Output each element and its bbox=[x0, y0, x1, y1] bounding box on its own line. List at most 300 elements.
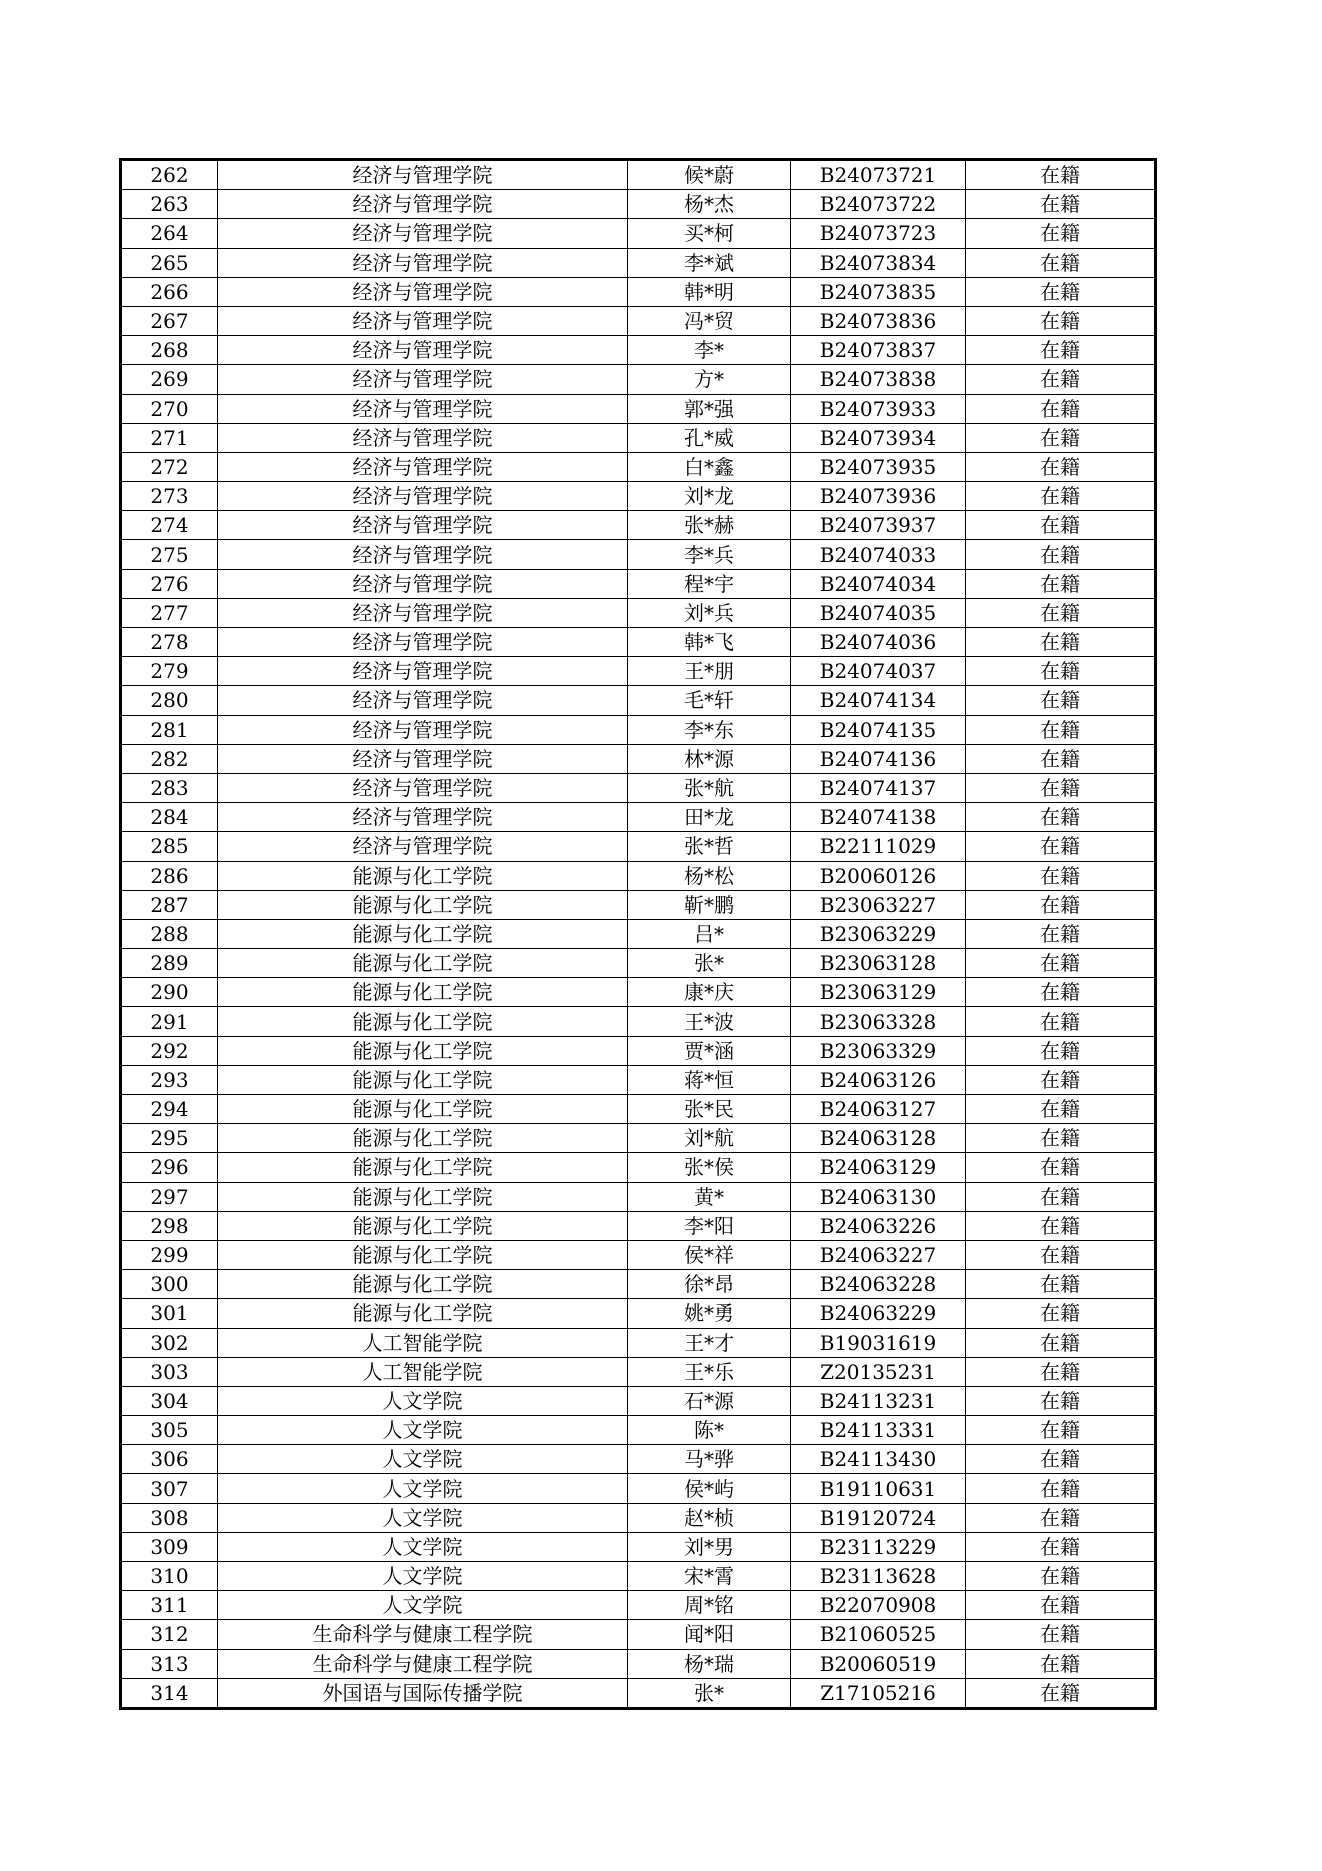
student-name-cell: 王*波 bbox=[628, 1007, 791, 1036]
student-id-cell: B24073835 bbox=[791, 277, 966, 306]
enrollment-status-cell: 在籍 bbox=[966, 1270, 1156, 1299]
college-cell: 经济与管理学院 bbox=[218, 452, 628, 481]
student-id-cell: B24074033 bbox=[791, 540, 966, 569]
student-id-cell: Z20135231 bbox=[791, 1357, 966, 1386]
enrollment-status-cell: 在籍 bbox=[966, 1445, 1156, 1474]
student-name-cell: 靳*鹏 bbox=[628, 890, 791, 919]
student-id-cell: B24073935 bbox=[791, 452, 966, 481]
student-name-cell: 方* bbox=[628, 365, 791, 394]
row-number-cell: 265 bbox=[121, 248, 218, 277]
student-name-cell: 韩*飞 bbox=[628, 628, 791, 657]
student-name-cell: 黄* bbox=[628, 1182, 791, 1211]
table-row bbox=[121, 1620, 1156, 1649]
student-name-cell: 康*庆 bbox=[628, 978, 791, 1007]
college-cell: 经济与管理学院 bbox=[218, 394, 628, 423]
enrollment-status-cell: 在籍 bbox=[966, 1065, 1156, 1094]
table-row bbox=[121, 919, 1156, 948]
college-cell: 能源与化工学院 bbox=[218, 1299, 628, 1328]
student-name-cell: 田*龙 bbox=[628, 803, 791, 832]
enrollment-status-cell: 在籍 bbox=[966, 1240, 1156, 1269]
college-cell: 经济与管理学院 bbox=[218, 715, 628, 744]
student-name-cell: 郭*强 bbox=[628, 394, 791, 423]
college-cell: 经济与管理学院 bbox=[218, 832, 628, 861]
college-cell: 能源与化工学院 bbox=[218, 1124, 628, 1153]
enrollment-status-cell: 在籍 bbox=[966, 306, 1156, 335]
row-number-cell: 272 bbox=[121, 452, 218, 481]
row-number-cell: 288 bbox=[121, 919, 218, 948]
table-row bbox=[121, 1532, 1156, 1561]
row-number-cell: 269 bbox=[121, 365, 218, 394]
table-row bbox=[121, 511, 1156, 540]
college-cell: 能源与化工学院 bbox=[218, 978, 628, 1007]
student-id-cell: B24074138 bbox=[791, 803, 966, 832]
enrollment-status-cell: 在籍 bbox=[966, 1678, 1156, 1708]
student-name-cell: 贾*涵 bbox=[628, 1036, 791, 1065]
table-row bbox=[121, 744, 1156, 773]
table-row bbox=[121, 365, 1156, 394]
college-cell: 经济与管理学院 bbox=[218, 190, 628, 219]
row-number-cell: 286 bbox=[121, 861, 218, 890]
row-number-cell: 284 bbox=[121, 803, 218, 832]
row-number-cell: 270 bbox=[121, 394, 218, 423]
college-cell: 经济与管理学院 bbox=[218, 598, 628, 627]
student-name-cell: 李*斌 bbox=[628, 248, 791, 277]
student-id-cell: B23063329 bbox=[791, 1036, 966, 1065]
row-number-cell: 293 bbox=[121, 1065, 218, 1094]
enrollment-status-cell: 在籍 bbox=[966, 482, 1156, 511]
enrollment-status-cell: 在籍 bbox=[966, 452, 1156, 481]
student-name-cell: 李*阳 bbox=[628, 1211, 791, 1240]
table-row bbox=[121, 219, 1156, 248]
student-name-cell: 王*乐 bbox=[628, 1357, 791, 1386]
row-number-cell: 268 bbox=[121, 336, 218, 365]
student-name-cell: 石*源 bbox=[628, 1386, 791, 1415]
enrollment-status-cell: 在籍 bbox=[966, 1007, 1156, 1036]
enrollment-status-cell: 在籍 bbox=[966, 511, 1156, 540]
student-name-cell: 宋*霄 bbox=[628, 1562, 791, 1591]
table-row bbox=[121, 978, 1156, 1007]
table-row bbox=[121, 1182, 1156, 1211]
student-name-cell: 张*赫 bbox=[628, 511, 791, 540]
student-id-cell: B24063126 bbox=[791, 1065, 966, 1094]
table-row bbox=[121, 277, 1156, 306]
college-cell: 人工智能学院 bbox=[218, 1328, 628, 1357]
row-number-cell: 294 bbox=[121, 1095, 218, 1124]
college-cell: 能源与化工学院 bbox=[218, 1036, 628, 1065]
enrollment-status-cell: 在籍 bbox=[966, 540, 1156, 569]
table-row bbox=[121, 1036, 1156, 1065]
table-row bbox=[121, 1503, 1156, 1532]
college-cell: 经济与管理学院 bbox=[218, 277, 628, 306]
college-cell: 经济与管理学院 bbox=[218, 511, 628, 540]
row-number-cell: 279 bbox=[121, 657, 218, 686]
student-id-cell: B24073933 bbox=[791, 394, 966, 423]
row-number-cell: 264 bbox=[121, 219, 218, 248]
row-number-cell: 309 bbox=[121, 1532, 218, 1561]
row-number-cell: 267 bbox=[121, 306, 218, 335]
row-number-cell: 278 bbox=[121, 628, 218, 657]
enrollment-status-cell: 在籍 bbox=[966, 1299, 1156, 1328]
enrollment-status-cell: 在籍 bbox=[966, 1474, 1156, 1503]
enrollment-status-cell: 在籍 bbox=[966, 715, 1156, 744]
enrollment-status-cell: 在籍 bbox=[966, 1591, 1156, 1620]
row-number-cell: 275 bbox=[121, 540, 218, 569]
enrollment-status-cell: 在籍 bbox=[966, 949, 1156, 978]
enrollment-status-cell: 在籍 bbox=[966, 1036, 1156, 1065]
table-row bbox=[121, 1445, 1156, 1474]
student-id-cell: B24063227 bbox=[791, 1240, 966, 1269]
student-id-cell: B22070908 bbox=[791, 1591, 966, 1620]
student-name-cell: 周*铭 bbox=[628, 1591, 791, 1620]
enrollment-status-cell: 在籍 bbox=[966, 1182, 1156, 1211]
table-row bbox=[121, 1591, 1156, 1620]
enrollment-status-cell: 在籍 bbox=[966, 1620, 1156, 1649]
table-row bbox=[121, 1240, 1156, 1269]
row-number-cell: 305 bbox=[121, 1416, 218, 1445]
enrollment-status-cell: 在籍 bbox=[966, 1562, 1156, 1591]
table-row bbox=[121, 861, 1156, 890]
table-row bbox=[121, 803, 1156, 832]
row-number-cell: 291 bbox=[121, 1007, 218, 1036]
row-number-cell: 277 bbox=[121, 598, 218, 627]
table-row bbox=[121, 394, 1156, 423]
student-id-cell: B24074137 bbox=[791, 773, 966, 802]
college-cell: 能源与化工学院 bbox=[218, 1065, 628, 1094]
college-cell: 经济与管理学院 bbox=[218, 336, 628, 365]
college-cell: 能源与化工学院 bbox=[218, 1153, 628, 1182]
student-name-cell: 张*侯 bbox=[628, 1153, 791, 1182]
student-id-cell: B23113229 bbox=[791, 1532, 966, 1561]
student-name-cell: 王*才 bbox=[628, 1328, 791, 1357]
college-cell: 人文学院 bbox=[218, 1532, 628, 1561]
table-row bbox=[121, 1153, 1156, 1182]
student-name-cell: 闻*阳 bbox=[628, 1620, 791, 1649]
table-row bbox=[121, 686, 1156, 715]
row-number-cell: 295 bbox=[121, 1124, 218, 1153]
student-id-cell: B19031619 bbox=[791, 1328, 966, 1357]
student-name-cell: 白*鑫 bbox=[628, 452, 791, 481]
row-number-cell: 307 bbox=[121, 1474, 218, 1503]
college-cell: 能源与化工学院 bbox=[218, 1211, 628, 1240]
college-cell: 经济与管理学院 bbox=[218, 628, 628, 657]
enrollment-status-cell: 在籍 bbox=[966, 365, 1156, 394]
student-name-cell: 徐*昂 bbox=[628, 1270, 791, 1299]
enrollment-status-cell: 在籍 bbox=[966, 832, 1156, 861]
student-name-cell: 韩*明 bbox=[628, 277, 791, 306]
table-body bbox=[121, 160, 1156, 1709]
table-row bbox=[121, 1416, 1156, 1445]
student-name-cell: 毛*轩 bbox=[628, 686, 791, 715]
enrollment-status-cell: 在籍 bbox=[966, 657, 1156, 686]
row-number-cell: 282 bbox=[121, 744, 218, 773]
table-row bbox=[121, 190, 1156, 219]
enrollment-status-cell: 在籍 bbox=[966, 598, 1156, 627]
student-name-cell: 张* bbox=[628, 949, 791, 978]
row-number-cell: 281 bbox=[121, 715, 218, 744]
student-name-cell: 赵*桢 bbox=[628, 1503, 791, 1532]
row-number-cell: 311 bbox=[121, 1591, 218, 1620]
row-number-cell: 285 bbox=[121, 832, 218, 861]
enrollment-status-cell: 在籍 bbox=[966, 1211, 1156, 1240]
college-cell: 经济与管理学院 bbox=[218, 219, 628, 248]
enrollment-status-cell: 在籍 bbox=[966, 423, 1156, 452]
student-name-cell: 杨*杰 bbox=[628, 190, 791, 219]
student-name-cell: 陈* bbox=[628, 1416, 791, 1445]
table-row bbox=[121, 1386, 1156, 1415]
enrollment-status-cell: 在籍 bbox=[966, 1386, 1156, 1415]
table-row bbox=[121, 1474, 1156, 1503]
college-cell: 经济与管理学院 bbox=[218, 803, 628, 832]
student-name-cell: 张* bbox=[628, 1678, 791, 1708]
row-number-cell: 271 bbox=[121, 423, 218, 452]
row-number-cell: 312 bbox=[121, 1620, 218, 1649]
table-row bbox=[121, 482, 1156, 511]
enrollment-status-cell: 在籍 bbox=[966, 890, 1156, 919]
enrollment-status-cell: 在籍 bbox=[966, 248, 1156, 277]
table-row bbox=[121, 1270, 1156, 1299]
college-cell: 能源与化工学院 bbox=[218, 861, 628, 890]
enrollment-status-cell: 在籍 bbox=[966, 1503, 1156, 1532]
enrollment-status-cell: 在籍 bbox=[966, 1328, 1156, 1357]
student-id-cell: B24063229 bbox=[791, 1299, 966, 1328]
college-cell: 能源与化工学院 bbox=[218, 890, 628, 919]
college-cell: 经济与管理学院 bbox=[218, 540, 628, 569]
college-cell: 人文学院 bbox=[218, 1445, 628, 1474]
enrollment-status-cell: 在籍 bbox=[966, 1357, 1156, 1386]
college-cell: 能源与化工学院 bbox=[218, 1240, 628, 1269]
student-id-cell: B24073937 bbox=[791, 511, 966, 540]
student-id-cell: B24113430 bbox=[791, 1445, 966, 1474]
student-id-cell: B24063129 bbox=[791, 1153, 966, 1182]
row-number-cell: 301 bbox=[121, 1299, 218, 1328]
college-cell: 人文学院 bbox=[218, 1503, 628, 1532]
student-name-cell: 孔*威 bbox=[628, 423, 791, 452]
row-number-cell: 273 bbox=[121, 482, 218, 511]
row-number-cell: 297 bbox=[121, 1182, 218, 1211]
college-cell: 经济与管理学院 bbox=[218, 423, 628, 452]
row-number-cell: 262 bbox=[121, 160, 218, 190]
row-number-cell: 263 bbox=[121, 190, 218, 219]
college-cell: 人文学院 bbox=[218, 1562, 628, 1591]
enrollment-status-cell: 在籍 bbox=[966, 919, 1156, 948]
enrollment-status-cell: 在籍 bbox=[966, 394, 1156, 423]
student-id-cell: B24073934 bbox=[791, 423, 966, 452]
row-number-cell: 296 bbox=[121, 1153, 218, 1182]
table-row bbox=[121, 248, 1156, 277]
student-id-cell: B24063130 bbox=[791, 1182, 966, 1211]
college-cell: 能源与化工学院 bbox=[218, 1095, 628, 1124]
student-id-cell: B23063328 bbox=[791, 1007, 966, 1036]
table-row bbox=[121, 1007, 1156, 1036]
student-name-cell: 张*民 bbox=[628, 1095, 791, 1124]
student-id-cell: B24063226 bbox=[791, 1211, 966, 1240]
student-name-cell: 张*航 bbox=[628, 773, 791, 802]
student-name-cell: 吕* bbox=[628, 919, 791, 948]
student-id-cell: B24073723 bbox=[791, 219, 966, 248]
college-cell: 人工智能学院 bbox=[218, 1357, 628, 1386]
row-number-cell: 306 bbox=[121, 1445, 218, 1474]
enrollment-status-cell: 在籍 bbox=[966, 160, 1156, 190]
student-id-cell: B23113628 bbox=[791, 1562, 966, 1591]
enrollment-status-cell: 在籍 bbox=[966, 1532, 1156, 1561]
enrollment-status-cell: 在籍 bbox=[966, 744, 1156, 773]
student-id-cell: B24074135 bbox=[791, 715, 966, 744]
college-cell: 人文学院 bbox=[218, 1416, 628, 1445]
enrollment-status-cell: 在籍 bbox=[966, 773, 1156, 802]
student-id-cell: B24113331 bbox=[791, 1416, 966, 1445]
table-row bbox=[121, 598, 1156, 627]
student-name-cell: 李* bbox=[628, 336, 791, 365]
college-cell: 经济与管理学院 bbox=[218, 365, 628, 394]
table-row bbox=[121, 715, 1156, 744]
student-id-cell: B19120724 bbox=[791, 1503, 966, 1532]
college-cell: 生命科学与健康工程学院 bbox=[218, 1649, 628, 1678]
enrollment-status-cell: 在籍 bbox=[966, 628, 1156, 657]
table-row bbox=[121, 1357, 1156, 1386]
enrollment-status-cell: 在籍 bbox=[966, 861, 1156, 890]
student-name-cell: 姚*勇 bbox=[628, 1299, 791, 1328]
college-cell: 经济与管理学院 bbox=[218, 657, 628, 686]
student-status-table bbox=[119, 158, 1157, 1710]
college-cell: 人文学院 bbox=[218, 1591, 628, 1620]
student-id-cell: B24073936 bbox=[791, 482, 966, 511]
student-id-cell: B24073834 bbox=[791, 248, 966, 277]
row-number-cell: 289 bbox=[121, 949, 218, 978]
student-id-cell: B21060525 bbox=[791, 1620, 966, 1649]
table-row bbox=[121, 890, 1156, 919]
enrollment-status-cell: 在籍 bbox=[966, 1095, 1156, 1124]
row-number-cell: 300 bbox=[121, 1270, 218, 1299]
row-number-cell: 283 bbox=[121, 773, 218, 802]
student-name-cell: 王*朋 bbox=[628, 657, 791, 686]
table-row bbox=[121, 1299, 1156, 1328]
row-number-cell: 302 bbox=[121, 1328, 218, 1357]
enrollment-status-cell: 在籍 bbox=[966, 1124, 1156, 1153]
student-id-cell: B24074136 bbox=[791, 744, 966, 773]
college-cell: 经济与管理学院 bbox=[218, 569, 628, 598]
student-name-cell: 买*柯 bbox=[628, 219, 791, 248]
table-row bbox=[121, 569, 1156, 598]
student-id-cell: B24073838 bbox=[791, 365, 966, 394]
student-name-cell: 杨*瑞 bbox=[628, 1649, 791, 1678]
table-row bbox=[121, 1678, 1156, 1708]
table-row bbox=[121, 336, 1156, 365]
student-name-cell: 林*源 bbox=[628, 744, 791, 773]
row-number-cell: 276 bbox=[121, 569, 218, 598]
enrollment-status-cell: 在籍 bbox=[966, 277, 1156, 306]
college-cell: 人文学院 bbox=[218, 1386, 628, 1415]
table-row bbox=[121, 306, 1156, 335]
enrollment-status-cell: 在籍 bbox=[966, 1649, 1156, 1678]
enrollment-status-cell: 在籍 bbox=[966, 686, 1156, 715]
enrollment-status-cell: 在籍 bbox=[966, 190, 1156, 219]
college-cell: 能源与化工学院 bbox=[218, 1270, 628, 1299]
student-id-cell: B24074037 bbox=[791, 657, 966, 686]
student-name-cell: 程*宇 bbox=[628, 569, 791, 598]
table-row bbox=[121, 160, 1156, 190]
row-number-cell: 313 bbox=[121, 1649, 218, 1678]
student-name-cell: 冯*贸 bbox=[628, 306, 791, 335]
row-number-cell: 274 bbox=[121, 511, 218, 540]
enrollment-status-cell: 在籍 bbox=[966, 219, 1156, 248]
student-name-cell: 刘*兵 bbox=[628, 598, 791, 627]
student-name-cell: 候*蔚 bbox=[628, 160, 791, 190]
table-row bbox=[121, 423, 1156, 452]
student-id-cell: B24074134 bbox=[791, 686, 966, 715]
student-id-cell: B24074035 bbox=[791, 598, 966, 627]
row-number-cell: 308 bbox=[121, 1503, 218, 1532]
student-id-cell: B24073722 bbox=[791, 190, 966, 219]
college-cell: 能源与化工学院 bbox=[218, 949, 628, 978]
enrollment-status-cell: 在籍 bbox=[966, 569, 1156, 598]
student-name-cell: 李*东 bbox=[628, 715, 791, 744]
row-number-cell: 298 bbox=[121, 1211, 218, 1240]
student-id-cell: B24073721 bbox=[791, 160, 966, 190]
student-id-cell: B24073836 bbox=[791, 306, 966, 335]
table-row bbox=[121, 949, 1156, 978]
student-id-cell: B22111029 bbox=[791, 832, 966, 861]
college-cell: 外国语与国际传播学院 bbox=[218, 1678, 628, 1708]
student-name-cell: 张*哲 bbox=[628, 832, 791, 861]
student-id-cell: B23063128 bbox=[791, 949, 966, 978]
college-cell: 经济与管理学院 bbox=[218, 744, 628, 773]
college-cell: 经济与管理学院 bbox=[218, 482, 628, 511]
student-id-cell: B24074036 bbox=[791, 628, 966, 657]
student-name-cell: 杨*松 bbox=[628, 861, 791, 890]
table-row bbox=[121, 1124, 1156, 1153]
college-cell: 生命科学与健康工程学院 bbox=[218, 1620, 628, 1649]
row-number-cell: 292 bbox=[121, 1036, 218, 1065]
table-row bbox=[121, 1065, 1156, 1094]
student-id-cell: B24113231 bbox=[791, 1386, 966, 1415]
table-row bbox=[121, 1095, 1156, 1124]
student-id-cell: B24073837 bbox=[791, 336, 966, 365]
table-row bbox=[121, 657, 1156, 686]
student-name-cell: 李*兵 bbox=[628, 540, 791, 569]
student-name-cell: 马*骅 bbox=[628, 1445, 791, 1474]
college-cell: 经济与管理学院 bbox=[218, 306, 628, 335]
table-row bbox=[121, 540, 1156, 569]
row-number-cell: 290 bbox=[121, 978, 218, 1007]
table-row bbox=[121, 628, 1156, 657]
table-row bbox=[121, 832, 1156, 861]
enrollment-status-cell: 在籍 bbox=[966, 1416, 1156, 1445]
college-cell: 经济与管理学院 bbox=[218, 248, 628, 277]
table-row bbox=[121, 1328, 1156, 1357]
row-number-cell: 314 bbox=[121, 1678, 218, 1708]
row-number-cell: 287 bbox=[121, 890, 218, 919]
college-cell: 能源与化工学院 bbox=[218, 919, 628, 948]
row-number-cell: 310 bbox=[121, 1562, 218, 1591]
student-id-cell: Z17105216 bbox=[791, 1678, 966, 1708]
row-number-cell: 303 bbox=[121, 1357, 218, 1386]
student-name-cell: 刘*航 bbox=[628, 1124, 791, 1153]
table-row bbox=[121, 452, 1156, 481]
student-name-cell: 蒋*恒 bbox=[628, 1065, 791, 1094]
enrollment-status-cell: 在籍 bbox=[966, 978, 1156, 1007]
college-cell: 经济与管理学院 bbox=[218, 686, 628, 715]
row-number-cell: 299 bbox=[121, 1240, 218, 1269]
college-cell: 能源与化工学院 bbox=[218, 1182, 628, 1211]
row-number-cell: 304 bbox=[121, 1386, 218, 1415]
table-row bbox=[121, 1211, 1156, 1240]
enrollment-status-cell: 在籍 bbox=[966, 1153, 1156, 1182]
table-row bbox=[121, 1649, 1156, 1678]
student-name-cell: 刘*龙 bbox=[628, 482, 791, 511]
enrollment-status-cell: 在籍 bbox=[966, 803, 1156, 832]
college-cell: 人文学院 bbox=[218, 1474, 628, 1503]
student-id-cell: B20060126 bbox=[791, 861, 966, 890]
